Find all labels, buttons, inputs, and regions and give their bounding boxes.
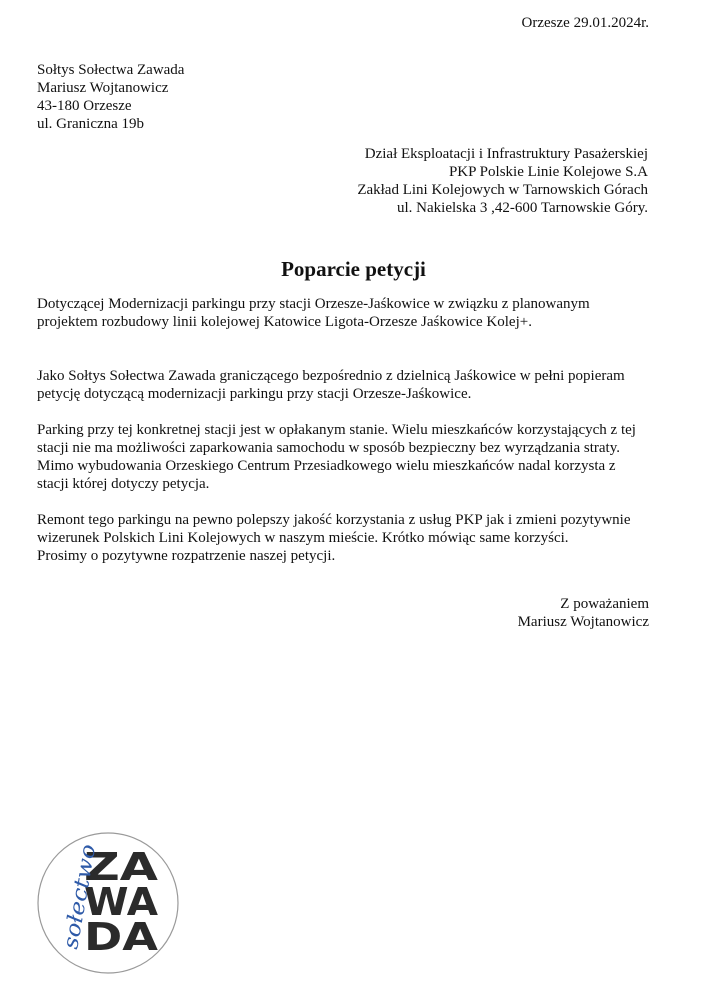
paragraph-line: stacji której dotyczy petycja. xyxy=(37,476,210,492)
sender-address-block xyxy=(37,61,184,133)
letter-title: Poparcie petycji xyxy=(281,257,426,281)
paragraph-condition xyxy=(37,421,677,493)
recipient-company: PKP Polskie Linie Kolejowe S.A xyxy=(448,164,648,180)
closing-salutation: Z poważaniem xyxy=(560,596,649,612)
paragraph-line: Parking przy tej konkretnej stacji jest w opłakanym stanie. Wielu mieszkańców korzystających z tej xyxy=(37,422,636,438)
recipient-department: Dział Eksploatacji i Infrastruktury Pasażerskiej xyxy=(364,146,648,162)
paragraph-line: Jako Sołtys Sołectwa Zawada graniczącego bezpośrednio z dzielnicą Jaśkowice w pełni popieram xyxy=(37,368,625,384)
logo-letters-wa: WA xyxy=(84,880,159,924)
logo-letters-za: ZA xyxy=(84,845,159,889)
date-text: Orzesze 29.01.2024r. xyxy=(521,15,649,31)
sender-street: ul. Graniczna 19b xyxy=(37,116,145,132)
solectwo-zawada-logo xyxy=(37,832,179,974)
paragraph-line: stacji nie ma możliwości zaparkowania samochodu w sposób bezpieczny bez wyrządzania straty. xyxy=(37,440,620,456)
closing-name: Mariusz Wojtanowicz xyxy=(517,614,649,630)
logo-graphic xyxy=(37,832,179,974)
sender-postal-city: 43-180 Orzesze xyxy=(37,98,132,114)
recipient-street: ul. Nakielska 3 ,42-600 Tarnowskie Góry. xyxy=(397,200,648,216)
logo-script-solectwo: sołectwo xyxy=(58,854,99,951)
sender-title: Sołtys Sołectwa Zawada xyxy=(37,62,185,78)
paragraph-line: wizerunek Polskich Lini Kolejowych w naszym mieście. Krótko mówiąc same korzyści. xyxy=(37,530,569,546)
paragraph-line: Prosimy o pozytywne rozpatrzenie naszej petycji. xyxy=(37,548,336,564)
logo-letters-da: DA xyxy=(84,915,159,959)
paragraph-line: projektem rozbudowy linii kolejowej Katowice Ligota-Orzesze Jaśkowice Kolej+. xyxy=(37,314,532,330)
closing-signature xyxy=(518,595,649,631)
paragraph-line: Remont tego parkingu na pewno polepszy jakość korzystania z usług PKP jak i zmieni pozytywnie xyxy=(37,512,631,528)
recipient-address-block xyxy=(357,145,648,217)
paragraph-benefits xyxy=(37,511,677,565)
sender-name: Mariusz Wojtanowicz xyxy=(37,80,169,96)
paragraph-subject xyxy=(37,295,677,331)
paragraph-line: petycję dotyczącą modernizacji parkingu przy stacji Orzesze-Jaśkowice. xyxy=(37,386,472,402)
recipient-unit: Zakład Lini Kolejowych w Tarnowskich Górach xyxy=(357,182,648,198)
paragraph-line: Dotyczącej Modernizacji parkingu przy stacji Orzesze-Jaśkowice w związku z planowanym xyxy=(37,296,590,312)
paragraph-support xyxy=(37,367,677,403)
letter-date xyxy=(522,14,649,32)
paragraph-line: Mimo wybudowania Orzeskiego Centrum Przesiadkowego wielu mieszkańców nadal korzysta z xyxy=(37,458,616,474)
